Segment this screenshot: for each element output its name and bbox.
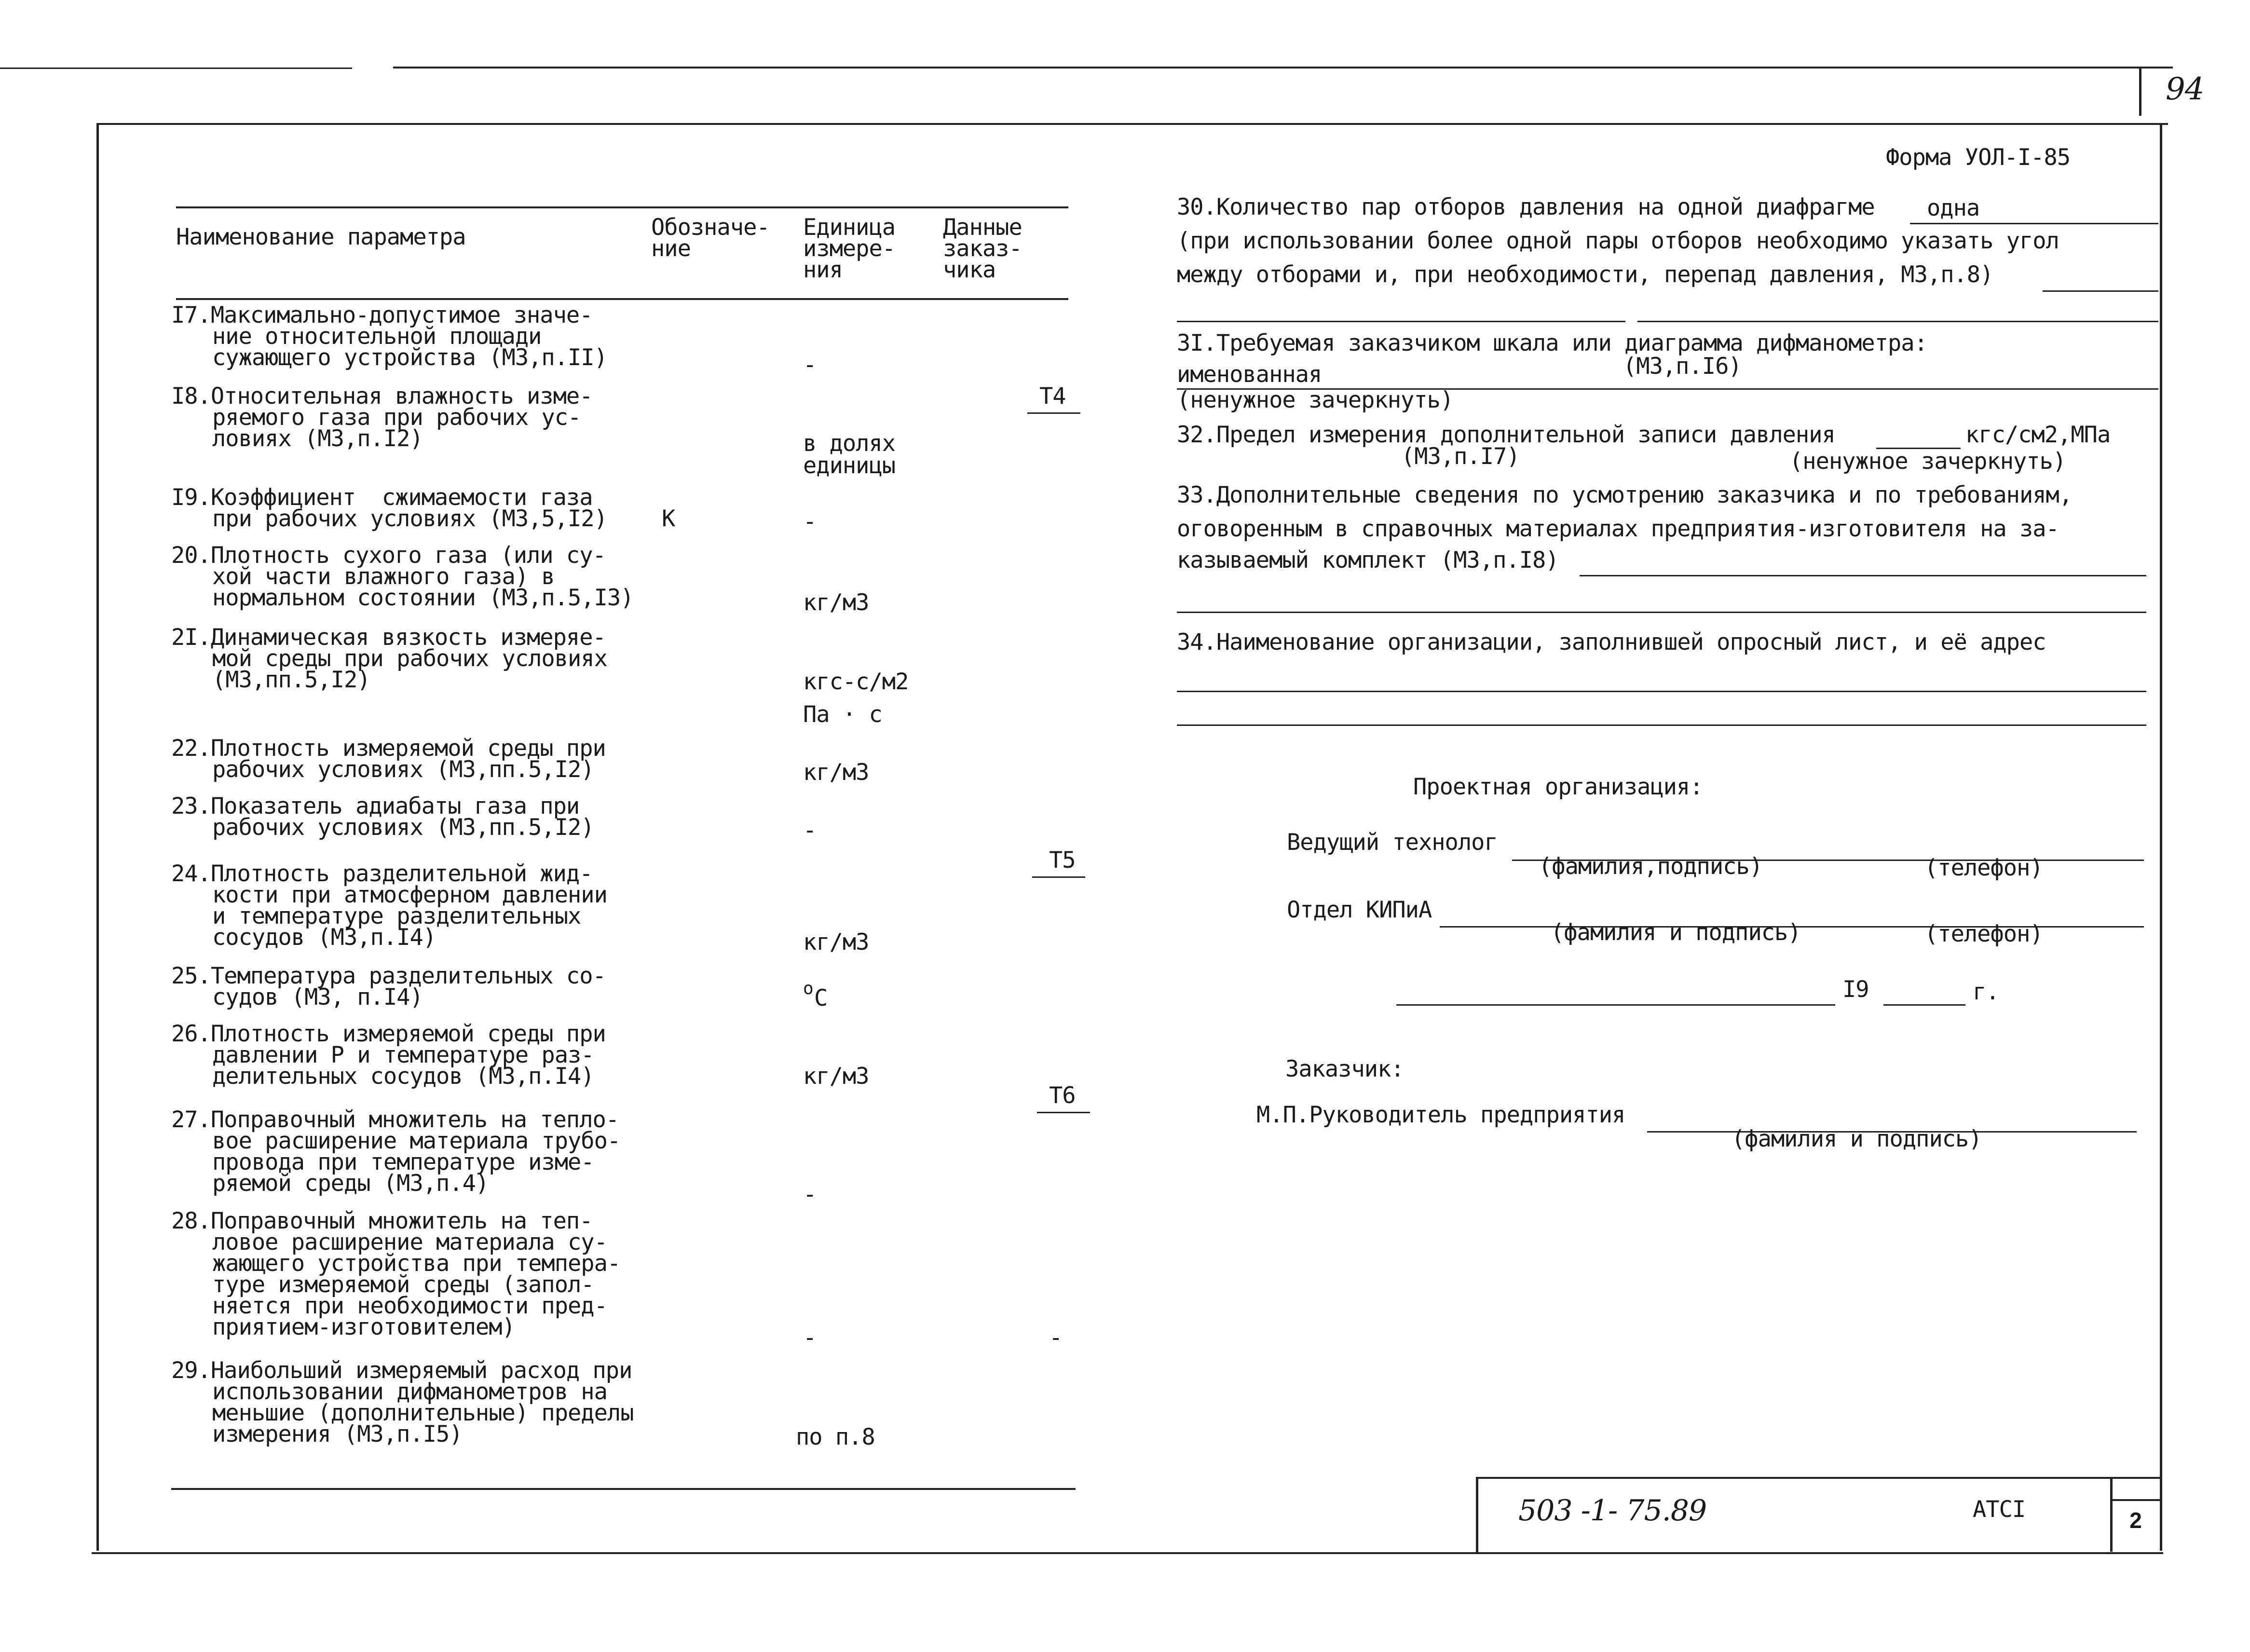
row-text: 2I.Динамическая вязкость измеряе- — [171, 624, 606, 651]
header-designation-2: ние — [651, 235, 691, 262]
item30-blank-line-a — [1177, 321, 1625, 322]
item33-line3: казываемый комплект (МЗ,п.I8) — [1177, 547, 1559, 573]
row-unit: по п.8 — [796, 1424, 875, 1450]
row-customer: - — [1049, 1324, 1063, 1351]
row-text: провода при температуре изме- — [212, 1149, 594, 1175]
page-number: 94 — [2166, 71, 2204, 107]
row-text: 23.Показатель адиабаты газа при — [171, 793, 580, 819]
kip-dept-label: Отдел КИПиА — [1287, 897, 1432, 923]
row-customer: Т5 — [1049, 847, 1076, 874]
form-title: Форма УОЛ-I-85 — [1886, 144, 2071, 171]
item33-line2: оговоренным в справочных материалах предприятия-изготовителя на за- — [1177, 516, 2059, 542]
row-text: при рабочих условиях (МЗ,5,I2) — [212, 505, 607, 532]
lead-tech-label: Ведущий технолог — [1287, 829, 1498, 856]
item32-line1: 32.Предел измерения дополнительной записи давления — [1177, 422, 1835, 448]
row-text: ряемого газа при рабочих ус- — [212, 404, 581, 431]
table-top-rule — [176, 206, 1068, 208]
row-text: ние относительной площади — [212, 323, 542, 350]
table-header-rule — [176, 298, 1068, 300]
row-unit: - — [803, 817, 817, 844]
customer-title: Заказчик: — [1285, 1056, 1404, 1082]
item30-line3: между отборами и, при необходимости, перепад давления, МЗ,п.8) — [1177, 261, 1993, 288]
row-text: ловое расширение материала су- — [212, 1229, 607, 1256]
row-text: измерения (МЗ,п.I5) — [212, 1421, 463, 1447]
item31-value: именованная — [1177, 361, 1322, 388]
customer-underline — [1037, 1112, 1090, 1113]
row-text: I9.Коэффициент сжимаемости газа — [171, 484, 593, 511]
row-unit: единицы — [803, 452, 896, 479]
frame-left — [96, 123, 99, 1551]
row-text: няется при необходимости пред- — [212, 1293, 607, 1319]
row-text: 27.Поправочный множитель на тепло- — [171, 1106, 619, 1133]
row-text: хой части влажного газа) в — [212, 563, 555, 590]
row-customer: Т6 — [1049, 1082, 1076, 1109]
customer-underline — [1032, 876, 1085, 878]
row-unit: С — [814, 985, 828, 1011]
item33-fill-line — [1580, 575, 2146, 576]
frame-right — [2160, 123, 2162, 1551]
head-label: М.П.Руководитель предприятия — [1256, 1102, 1625, 1128]
sheet-cell-top — [2110, 1499, 2161, 1501]
item30-fill-line — [1910, 223, 2158, 224]
row-text: 25.Температура разделительных со- — [171, 963, 606, 989]
item30-value: одна — [1927, 195, 1980, 221]
item32-note: (ненужное зачеркнуть) — [1789, 448, 2066, 475]
head-caption: (фамилия и подпись) — [1732, 1126, 1982, 1152]
item31-line1: 3I.Требуемая заказчиком шкала или диаграмма дифманометра: — [1177, 330, 1927, 356]
item30-fill-line-2 — [2043, 290, 2158, 292]
phone-caption-1: (телефон) — [1924, 855, 2043, 881]
row-text: ловиях (МЗ,п.I2) — [212, 425, 423, 452]
row-unit: Па · с — [803, 701, 882, 728]
row-text: туре измеряемой среды (запол- — [212, 1271, 594, 1298]
year-line — [1883, 1004, 1965, 1006]
title-block-left — [1476, 1478, 1478, 1553]
year-prefix: I9 — [1842, 976, 1869, 1003]
row-unit-super: о — [803, 979, 813, 998]
item32-ref: (МЗ,п.I7) — [1401, 443, 1520, 470]
item33-blank-line — [1177, 612, 2146, 613]
top-margin-line-right — [393, 67, 2173, 68]
row-unit: - — [803, 1181, 817, 1208]
row-text: делительных сосудов (МЗ,п.I4) — [212, 1063, 594, 1090]
date-line — [1396, 1004, 1835, 1006]
item30-line1: 30.Количество пар отборов давления на одной диафрагме — [1177, 194, 1875, 220]
header-name: Наименование параметра — [176, 224, 466, 250]
row-text: мой среды при рабочих условиях — [212, 645, 607, 672]
item34-blank-line-1 — [1177, 691, 2146, 692]
header-customer-3: чика — [943, 257, 996, 283]
row-text: и температуре разделительных — [212, 903, 581, 929]
row-text: приятием-изготовителем) — [212, 1314, 515, 1340]
row-text: вое расширение материала трубо- — [212, 1128, 621, 1154]
row-unit: кг/мЗ — [803, 589, 869, 616]
row-text: меньшие (дополнительные) пределы — [212, 1400, 634, 1426]
kip-caption: (фамилия и подпись) — [1551, 919, 1801, 946]
title-block-top — [1476, 1477, 2161, 1479]
year-suffix: г. — [1973, 979, 1999, 1005]
phone-caption-2: (телефон) — [1924, 921, 2043, 947]
item32-units: кгс/см2,МПа — [1965, 422, 2111, 448]
header-unit-2: измере- — [803, 235, 896, 262]
row-text: жающего устройства при темпера- — [212, 1250, 621, 1277]
row-text: 20.Плотность сухого газа (или су- — [171, 542, 606, 569]
item31-ref: (МЗ,п.I6) — [1623, 353, 1742, 380]
frame-bottom — [92, 1552, 2163, 1554]
row-customer: Т4 — [1039, 383, 1066, 410]
row-text: сосудов (МЗ,п.I4) — [212, 924, 436, 951]
header-unit-3: ния — [803, 257, 843, 283]
row-text: 24.Плотность разделительной жид- — [171, 860, 593, 887]
row-text: (МЗ,пп.5,I2) — [212, 667, 370, 693]
row-unit: в долях — [803, 430, 896, 457]
page-number-box-left — [2139, 68, 2141, 116]
row-text: давлении Р и температуре раз- — [212, 1042, 594, 1068]
row-text: рабочих условиях (МЗ,пп.5,I2) — [212, 756, 594, 783]
row-text: использовании дифманометров на — [212, 1379, 607, 1405]
sheet-number: 2 — [2129, 1508, 2141, 1533]
item30-blank-line-b — [1637, 321, 2158, 322]
table-bottom-rule — [171, 1488, 1076, 1490]
lead-tech-caption: (фамилия,подпись) — [1539, 853, 1763, 880]
document-number: 503 -1- 75.89 — [1518, 1494, 1707, 1528]
row-text: I7.Максимально-допустимое значе- — [171, 302, 593, 328]
row-unit: кг/мЗ — [803, 1063, 869, 1090]
frame-top — [96, 123, 2168, 125]
row-text: кости при атмосферном давлении — [212, 882, 607, 908]
document-code: АТСI — [1973, 1496, 2026, 1523]
row-text: судов (МЗ, п.I4) — [212, 984, 423, 1010]
item30-line2: (при использовании более одной пары отборов необходимо указать угол — [1177, 228, 2059, 254]
header-customer-2: заказ- — [943, 235, 1022, 262]
item34-line1: 34.Наименование организации, заполнившей опросный лист, и её адрес — [1177, 629, 2046, 655]
top-margin-line-left — [0, 68, 352, 69]
header-customer-1: Данные — [943, 214, 1022, 241]
header-designation-1: Обозначе- — [651, 214, 770, 241]
row-text: I8.Относительная влажность изме- — [171, 383, 593, 410]
row-text: 22.Плотность измеряемой среды при — [171, 735, 606, 762]
row-unit: - — [803, 508, 817, 535]
row-unit: - — [803, 352, 817, 378]
customer-underline — [1027, 412, 1080, 414]
row-text: ряемой среды (МЗ,п.4) — [212, 1170, 489, 1197]
row-text: 29.Наибольший измеряемый расход при — [171, 1357, 632, 1384]
row-unit: кгс-с/м2 — [803, 669, 909, 695]
row-text: нормальном состоянии (МЗ,п.5,I3) — [212, 585, 634, 611]
item31-note: (ненужное зачеркнуть) — [1177, 387, 1454, 413]
item34-blank-line-2 — [1177, 724, 2146, 726]
row-text: 28.Поправочный множитель на теп- — [171, 1208, 593, 1234]
row-text: рабочих условиях (МЗ,пп.5,I2) — [212, 814, 594, 841]
row-designation: К — [662, 505, 675, 532]
project-org-title: Проектная организация: — [1413, 774, 1703, 800]
row-unit: кг/мЗ — [803, 759, 869, 786]
row-unit: - — [803, 1324, 817, 1351]
row-text: 26.Плотность измеряемой среды при — [171, 1021, 606, 1047]
row-unit: кг/мЗ — [803, 929, 869, 956]
item33-line1: 33.Дополнительные сведения по усмотрению заказчика и по требованиям, — [1177, 482, 2073, 508]
header-unit-1: Единица — [803, 214, 896, 241]
row-text: сужающего устройства (МЗ,п.II) — [212, 344, 607, 371]
